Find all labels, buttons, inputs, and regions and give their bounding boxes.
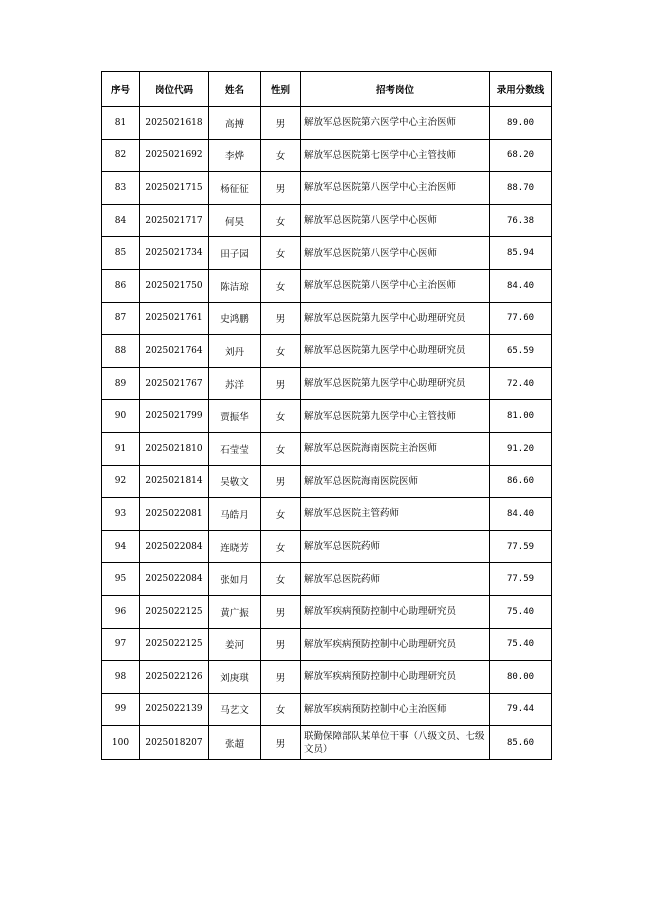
- cell-name: 刘丹: [209, 335, 261, 368]
- cell-name: 苏洋: [209, 367, 261, 400]
- cell-code: 2025018207: [140, 726, 209, 760]
- cell-score: 76.38: [490, 204, 552, 237]
- cell-gender: 男: [261, 628, 301, 661]
- cell-position: 解放军总医院海南医院主治医师: [301, 432, 490, 465]
- cell-score: 86.60: [490, 465, 552, 498]
- cell-gender: 女: [261, 563, 301, 596]
- table-row: [102, 693, 552, 726]
- cell-name: 田子园: [209, 237, 261, 270]
- header-gender: 性别: [261, 72, 301, 107]
- table-row: [102, 269, 552, 302]
- table-row: [102, 172, 552, 205]
- cell-seq: 86: [102, 269, 140, 302]
- cell-code: 2025021750: [140, 269, 209, 302]
- table-row: [102, 465, 552, 498]
- cell-gender: 女: [261, 335, 301, 368]
- cell-gender: 女: [261, 432, 301, 465]
- cell-code: 2025021767: [140, 367, 209, 400]
- cell-seq: 100: [102, 726, 140, 760]
- cell-gender: 男: [261, 107, 301, 140]
- cell-position: 解放军总医院第九医学中心助理研究员: [301, 335, 490, 368]
- table-row: [102, 367, 552, 400]
- cell-position: 解放军疾病预防控制中心主治医师: [301, 693, 490, 726]
- table-row: [102, 498, 552, 531]
- cell-seq: 89: [102, 367, 140, 400]
- cell-score: 77.60: [490, 302, 552, 335]
- cell-gender: 男: [261, 302, 301, 335]
- cell-position: 解放军总医院海南医院医师: [301, 465, 490, 498]
- cell-score: 75.40: [490, 595, 552, 628]
- cell-position: 解放军总医院第九医学中心助理研究员: [301, 302, 490, 335]
- cell-gender: 女: [261, 139, 301, 172]
- cell-seq: 85: [102, 237, 140, 270]
- cell-name: 张超: [209, 726, 261, 760]
- cell-gender: 女: [261, 400, 301, 433]
- cell-seq: 91: [102, 432, 140, 465]
- cell-code: 2025022125: [140, 595, 209, 628]
- cell-seq: 99: [102, 693, 140, 726]
- cell-position: 解放军疾病预防控制中心助理研究员: [301, 595, 490, 628]
- cell-name: 高搏: [209, 107, 261, 140]
- cell-gender: 男: [261, 172, 301, 205]
- cell-position: 解放军总医院药师: [301, 530, 490, 563]
- header-row: [102, 72, 552, 107]
- cell-gender: 男: [261, 661, 301, 694]
- cell-name: 何昊: [209, 204, 261, 237]
- cell-seq: 84: [102, 204, 140, 237]
- cell-code: 2025021810: [140, 432, 209, 465]
- header-seq: 序号: [102, 72, 140, 107]
- cell-score: 84.40: [490, 269, 552, 302]
- header-name: 姓名: [209, 72, 261, 107]
- cell-position: 解放军总医院第六医学中心主治医师: [301, 107, 490, 140]
- table-row: [102, 595, 552, 628]
- cell-position: 解放军总医院药师: [301, 563, 490, 596]
- cell-code: 2025022126: [140, 661, 209, 694]
- cell-position: 解放军总医院主管药师: [301, 498, 490, 531]
- cell-position: 解放军总医院第九医学中心主管技师: [301, 400, 490, 433]
- table-row: [102, 661, 552, 694]
- table-row: [102, 139, 552, 172]
- cell-gender: 女: [261, 204, 301, 237]
- cell-gender: 女: [261, 693, 301, 726]
- cell-name: 陈洁琼: [209, 269, 261, 302]
- cell-gender: 男: [261, 465, 301, 498]
- cell-position: 联勤保障部队某单位干事（八级文员、七级文员）: [301, 726, 490, 760]
- cell-name: 石莹莹: [209, 432, 261, 465]
- table-row: [102, 302, 552, 335]
- cell-seq: 81: [102, 107, 140, 140]
- header-position: 招考岗位: [301, 72, 490, 107]
- cell-seq: 94: [102, 530, 140, 563]
- cell-gender: 女: [261, 237, 301, 270]
- cell-position: 解放军总医院第七医学中心主管技师: [301, 139, 490, 172]
- cell-score: 88.70: [490, 172, 552, 205]
- cell-score: 81.00: [490, 400, 552, 433]
- cell-score: 68.20: [490, 139, 552, 172]
- cell-score: 85.94: [490, 237, 552, 270]
- cell-code: 2025022081: [140, 498, 209, 531]
- cell-seq: 82: [102, 139, 140, 172]
- cell-score: 77.59: [490, 563, 552, 596]
- cell-name: 黄广振: [209, 595, 261, 628]
- cell-seq: 95: [102, 563, 140, 596]
- cell-score: 89.00: [490, 107, 552, 140]
- cell-position: 解放军总医院第八医学中心医师: [301, 237, 490, 270]
- table-row: [102, 204, 552, 237]
- cell-seq: 93: [102, 498, 140, 531]
- cell-code: 2025022084: [140, 530, 209, 563]
- cell-gender: 女: [261, 269, 301, 302]
- cell-score: 85.60: [490, 726, 552, 760]
- cell-score: 75.40: [490, 628, 552, 661]
- header-score: 录用分数线: [490, 72, 552, 107]
- cell-score: 65.59: [490, 335, 552, 368]
- table-row: [102, 432, 552, 465]
- cell-seq: 90: [102, 400, 140, 433]
- cell-score: 79.44: [490, 693, 552, 726]
- table-row: [102, 628, 552, 661]
- cell-position: 解放军疾病预防控制中心助理研究员: [301, 628, 490, 661]
- cell-code: 2025021814: [140, 465, 209, 498]
- cell-name: 吴敬文: [209, 465, 261, 498]
- cell-name: 刘庚琪: [209, 661, 261, 694]
- cell-seq: 98: [102, 661, 140, 694]
- cell-name: 马皓月: [209, 498, 261, 531]
- cell-seq: 96: [102, 595, 140, 628]
- cell-gender: 男: [261, 595, 301, 628]
- cell-name: 贾振华: [209, 400, 261, 433]
- cell-name: 史鸿鹏: [209, 302, 261, 335]
- cell-score: 77.59: [490, 530, 552, 563]
- cell-code: 2025021764: [140, 335, 209, 368]
- cell-code: 2025021799: [140, 400, 209, 433]
- cell-score: 80.00: [490, 661, 552, 694]
- cell-code: 2025022084: [140, 563, 209, 596]
- cell-seq: 97: [102, 628, 140, 661]
- table-row: [102, 335, 552, 368]
- cell-gender: 女: [261, 498, 301, 531]
- cell-code: 2025021734: [140, 237, 209, 270]
- cell-position: 解放军总医院第八医学中心主治医师: [301, 172, 490, 205]
- cell-code: 2025021715: [140, 172, 209, 205]
- cell-code: 2025021692: [140, 139, 209, 172]
- cell-name: 李烨: [209, 139, 261, 172]
- table-row: [102, 400, 552, 433]
- cell-position: 解放军总医院第八医学中心医师: [301, 204, 490, 237]
- cell-score: 84.40: [490, 498, 552, 531]
- cell-name: 连晓芳: [209, 530, 261, 563]
- cell-score: 72.40: [490, 367, 552, 400]
- cell-position: 解放军总医院第九医学中心助理研究员: [301, 367, 490, 400]
- admission-score-table: [101, 71, 552, 760]
- cell-position: 解放军疾病预防控制中心助理研究员: [301, 661, 490, 694]
- cell-name: 姜河: [209, 628, 261, 661]
- cell-seq: 87: [102, 302, 140, 335]
- cell-gender: 男: [261, 726, 301, 760]
- cell-gender: 女: [261, 530, 301, 563]
- cell-gender: 男: [261, 367, 301, 400]
- table-row: [102, 563, 552, 596]
- cell-seq: 83: [102, 172, 140, 205]
- cell-code: 2025021761: [140, 302, 209, 335]
- table-row: [102, 530, 552, 563]
- cell-name: 张如月: [209, 563, 261, 596]
- cell-seq: 88: [102, 335, 140, 368]
- cell-code: 2025021717: [140, 204, 209, 237]
- cell-code: 2025021618: [140, 107, 209, 140]
- cell-name: 杨征征: [209, 172, 261, 205]
- table-row: [102, 237, 552, 270]
- cell-name: 马艺文: [209, 693, 261, 726]
- cell-seq: 92: [102, 465, 140, 498]
- cell-code: 2025022139: [140, 693, 209, 726]
- header-code: 岗位代码: [140, 72, 209, 107]
- cell-score: 91.20: [490, 432, 552, 465]
- cell-position: 解放军总医院第八医学中心主治医师: [301, 269, 490, 302]
- cell-code: 2025022125: [140, 628, 209, 661]
- table-row: [102, 107, 552, 140]
- table-row: [102, 726, 552, 760]
